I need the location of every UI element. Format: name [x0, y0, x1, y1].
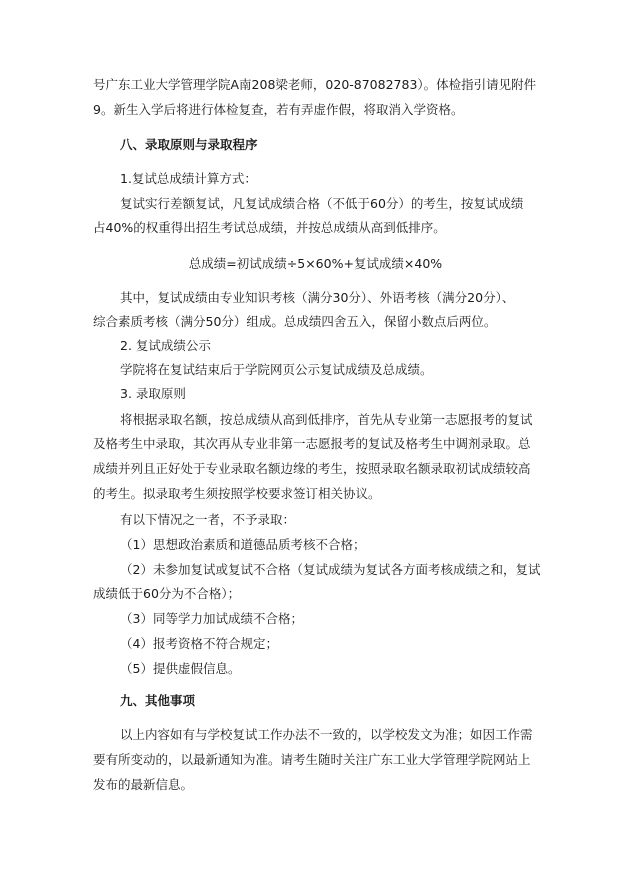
text-line: 号广东工业大学管理学院A南208梁老师，020-87082783）。体检指引请见附件 — [93, 77, 537, 92]
list-item: （3）同等学力加试成绩不合格； — [120, 611, 303, 626]
text-line: 有以下情况之一者，不予录取： — [120, 512, 296, 527]
text-line: 综合素质考核（满分50分）组成。总成绩四舍五入，保留小数点后两位。 — [93, 314, 497, 329]
text-line: 及格考生中录取，其次再从专业非第一志愿报考的复试及格考生中调剂录取。总 — [93, 436, 531, 451]
text-line: 将根据录取名额，按总成绩从高到低排序，首先从专业第一志愿报考的复试 — [120, 412, 533, 427]
section-heading-other: 九、其他事项 — [120, 693, 196, 708]
text-line: 9。新生入学后将进行体检复查，若有弄虚作假，将取消入学资格。 — [93, 102, 464, 117]
section-heading-admission: 八、录取原则与录取程序 — [120, 137, 258, 152]
text-line: 成绩并列且正好处于专业录取名额边缘的考生，按照录取名额录取初试成绩较高 — [93, 461, 531, 476]
text-line: 的考生。拟录取考生须按照学校要求签订相关协议。 — [93, 486, 381, 501]
subsection-heading: 2. 复试成绩公示 — [120, 338, 211, 353]
text-line: 占40%的权重得出招生考试总成绩，并按总成绩从高到低排序。 — [93, 220, 446, 235]
text-line: 以上内容如有与学校复试工作办法不一致的，以学校发文为准；如因工作需 — [120, 727, 533, 742]
text-line: 发布的最新信息。 — [93, 777, 194, 792]
list-item: （2）未参加复试或复试不合格（复试成绩为复试各方面考核成绩之和，复试 — [120, 562, 541, 577]
text-line: 复试实行差额复试，凡复试成绩合格（不低于60分）的考生，按复试成绩 — [120, 196, 524, 211]
list-item: （4）报考资格不符合规定； — [120, 636, 278, 651]
subsection-heading: 3. 录取原则 — [120, 386, 186, 401]
list-item: （1）思想政治素质和道德品质考核不合格； — [120, 537, 366, 552]
text-line: 其中，复试成绩由专业知识考核（满分30分）、外语考核（满分20分）、 — [120, 290, 515, 305]
text-line: 要有所变动的，以最新通知为准。请考生随时关注广东工业大学管理学院网站上 — [93, 752, 531, 767]
text-line: 学院将在复试结束后于学院网页公示复试成绩及总成绩。 — [120, 362, 433, 377]
list-item: （5）提供虚假信息。 — [120, 661, 241, 676]
formula-line: 总成绩=初试成绩÷5×60%+复试成绩×40% — [188, 256, 443, 271]
text-line: 成绩低于60分为不合格）； — [93, 586, 241, 601]
text-line: 1.复试总成绩计算方式： — [120, 171, 257, 186]
